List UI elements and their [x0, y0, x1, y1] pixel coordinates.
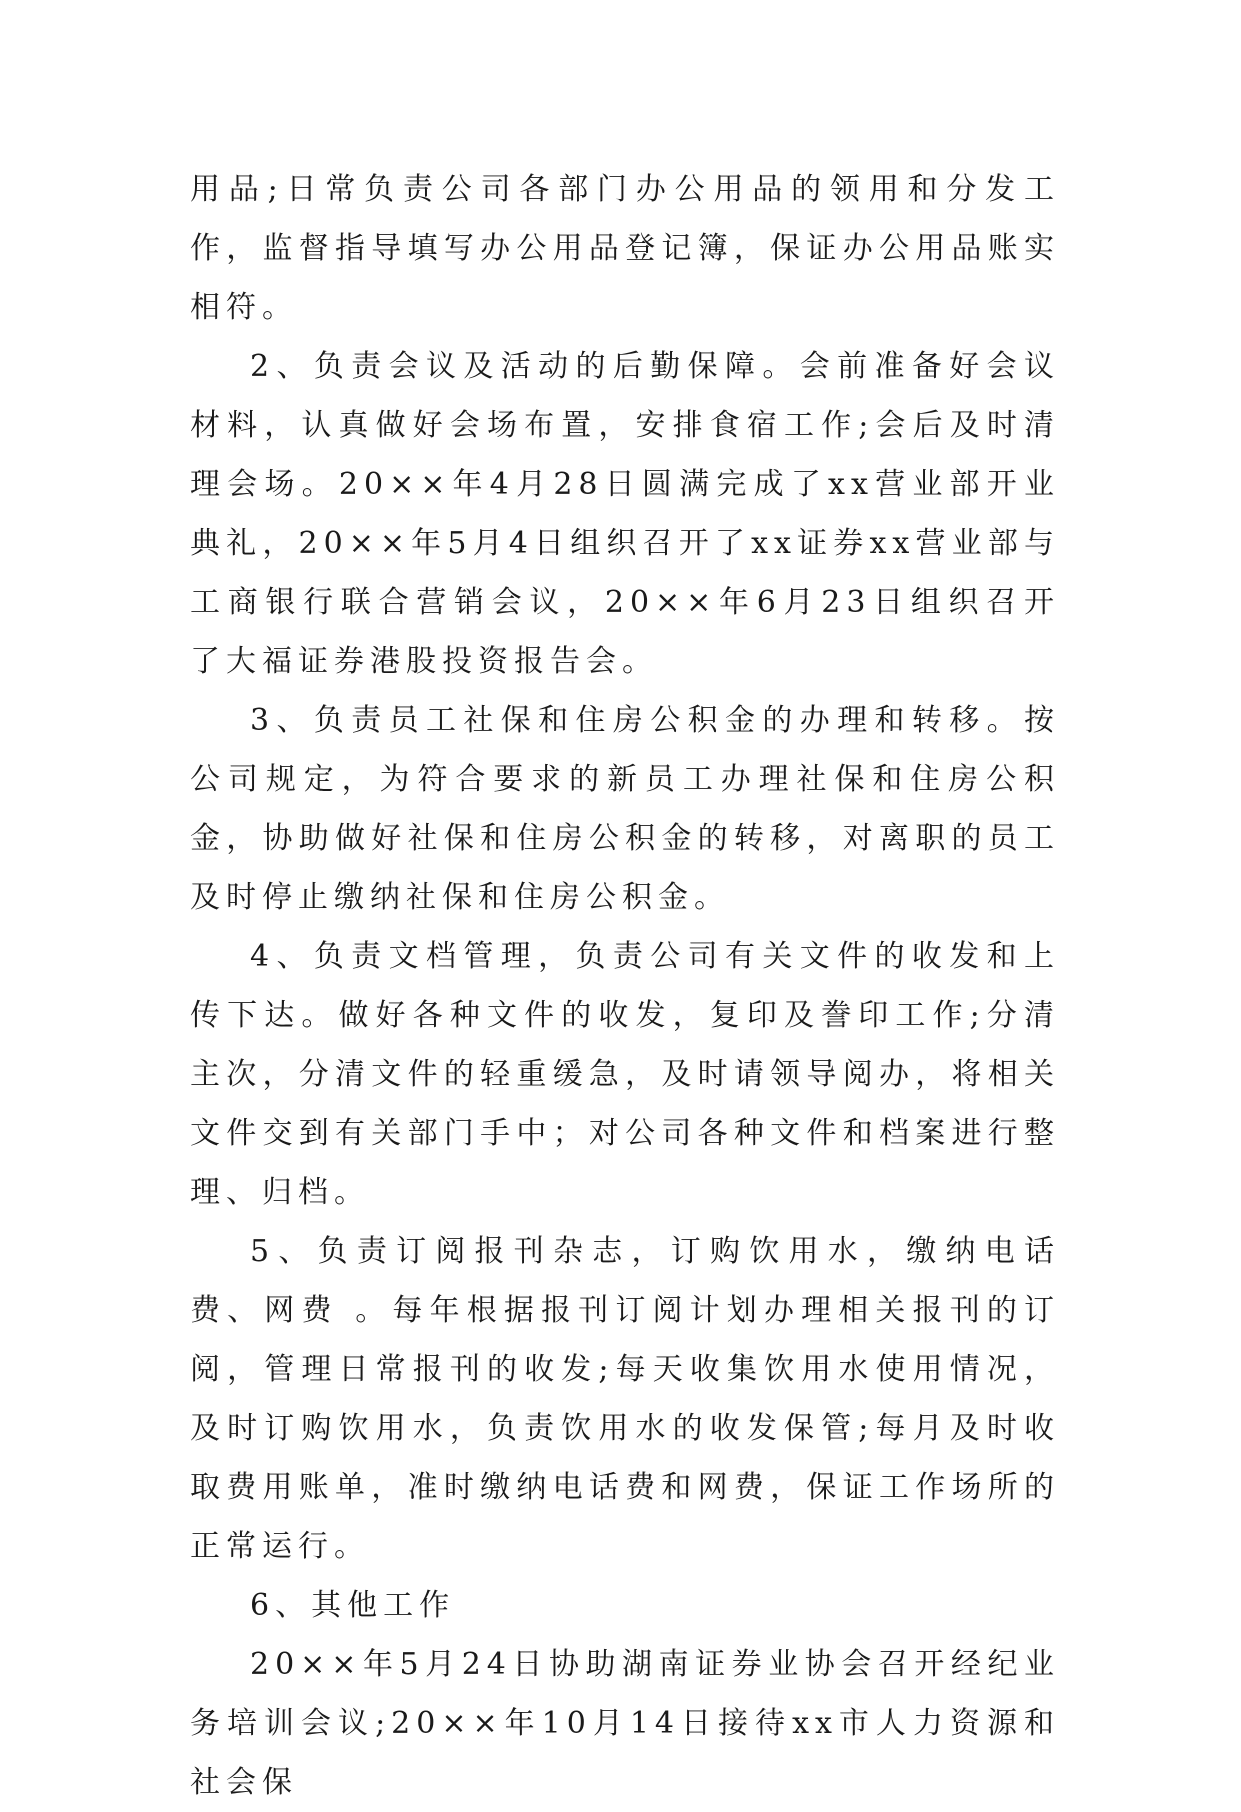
paragraph-4: 4、负责文档管理，负责公司有关文件的收发和上传下达。做好各种文件的收发，复印及誊印工作;分清主次，分清文件的轻重缓急，及时请领导阅办，将相关文件交到有关部门手中；对公司各种文件和档案进行整理、归档。 [190, 939, 1060, 1210]
paragraph-3: 3、负责员工社保和住房公积金的办理和转移。按公司规定，为符合要求的新员工办理社保和住房公积金，协助做好社保和住房公积金的转移，对离职的员工及时停止缴纳社保和住房公积金。 [190, 703, 1060, 915]
paragraph-7: 20××年5月24日协助湖南证券业协会召开经纪业务培训会议;20××年10月14日接待xx市人力资源和社会保 [190, 1647, 1060, 1800]
paragraph-5: 5、负责订阅报刊杂志，订购饮用水，缴纳电话费、网费 。每年根据报刊订阅计划办理相关报刊的订阅，管理日常报刊的收发;每天收集饮用水使用情况，及时订购饮用水，负责饮用水的收发保管;每月及时收取费用账单，准时缴纳电话费和网费，保证工作场所的正常运行。 [190, 1234, 1060, 1564]
paragraph-6: 6、其他工作 [250, 1588, 456, 1623]
document-body [190, 160, 1060, 1812]
paragraph-2: 2、负责会议及活动的后勤保障。会前准备好会议材料，认真做好会场布置，安排食宿工作;会后及时清理会场。20××年4月28日圆满完成了xx营业部开业典礼，20××年5月4日组织召开了xx证券xx营业部与工商银行联合营销会议，20××年6月23日组织召开了大福证券港股投资报告会。 [190, 349, 1060, 679]
paragraph-1: 用品;日常负责公司各部门办公用品的领用和分发工作，监督指导填写办公用品登记簿，保证办公用品账实相符。 [190, 172, 1060, 325]
